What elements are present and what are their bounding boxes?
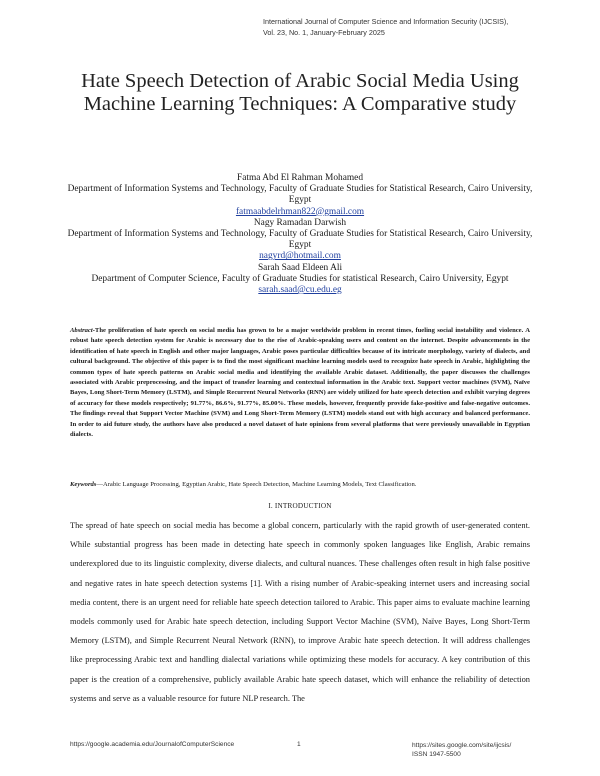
journal-name: International Journal of Computer Science and Information Security (IJCSIS), (263, 17, 509, 26)
keywords (70, 480, 530, 489)
introduction-paragraph: The spread of hate speech on social media has become a global concern, particularly with the rapid growth of user-generated content. While substantial progress has been made in detecting hate speech in commonly spoken languages like English, Arabic remains underexplored due to its linguistic complexity, diverse dialects, and cultural nuances. These challenges often result in high false positive and negative rates in hate speech detection systems [1]. With a rising number of Arabic-speaking internet users and increasing social media content, there is an urgent need for reliable hate speech detection tailored to Arabic. This paper aims to evaluate machine learning models commonly used for Arabic hate speech detection, including Support Vector Machine (SVM), Naïve Bayes, Long Short-Term Memory (LSTM), and Simple Recurrent Neural Network (RNN), to improve Arabic hate speech detection. It will address challenges like preprocessing Arabic text and handling dialectal variations while optimizing these models for accuracy. A key contribution of this paper is the creation of a comprehensive, publicly available Arabic hate speech dataset, which will enhance the reliability of detection systems and serve as a valuable resource for future NLP research. The (70, 521, 530, 703)
abstract-text: The proliferation of hate speech on social media has grown to be a major worldwide problem in recent times, fueling social instability and violence. A robust hate speech detection system for Arabic is necessary due to the rise of Arabic-speaking users and content on the internet. Despite advancements in the identification of hate speech in English and other major languages, Arabic poses particular difficulties because of its intricate morphology, variety of dialects, and cultural background. The objective of this paper is to find the most significant machine learning models used to recognize hate speech in Arabic, highlighting the common types of hate speech patterns on Arabic social media and identifying the available Arabic dataset. Additionally, the paper discusses the challenges associated with Arabic preprocessing, and the impact of transfer learning and contextual information in the Arabic text. Support vector machines (SVM), Naïve Bayes, Long Short-Term Memory (LSTM), and Simple Recurrent Neural Networks (RNN) are widely utilized for hate speech detection and exhibit varying degrees of accuracy for these models respectively; 91.77%, 86.6%, 91.77%, 85.00%. These models, however, frequently provide fake-positive and false-negative outcomes. The findings reveal that Support Vector Machine (SVM) and Long Short-Term Memory (LSTM) models stand out with high accuracy and balanced performance. In order to aid future study, the authors have also produced a novel dataset of hate opinions from several platforms that were previously unavailable in Egyptian dialects. (70, 327, 530, 439)
author-email-link[interactable]: fatmaabdelrhman822@gmail.com (235, 206, 365, 217)
author-block (60, 173, 540, 296)
author-affiliation: Department of Computer Science, Faculty of Graduate Studies for statistical Research, Cairo University, Egypt (91, 273, 509, 284)
paper-title: Hate Speech Detection of Arabic Social Media Using Machine Learning Techniques: A Comparative study (81, 70, 519, 115)
author-name: Fatma Abd El Rahman Mohamed (236, 173, 364, 183)
abstract (70, 326, 530, 440)
author-email-link[interactable]: sarah.saad@cu.edu.eg (258, 285, 342, 296)
page-number: 1 (297, 741, 301, 748)
author-affiliation: Department of Information Systems and Technology, Faculty of Graduate Studies for Statistical Research, Cairo University, Egypt (67, 229, 533, 251)
keywords-text: —Arabic Language Processing, Egyptian Arabic, Hate Speech Detection, Machine Learning Models, Text Classification. (96, 481, 417, 488)
author-name: Nagy Ramadan Darwish (253, 217, 347, 228)
footer-site-link[interactable]: https://sites.google.com/site/ijcsis/ (412, 742, 512, 749)
author-name: Sarah Saad Eldeen Ali (257, 262, 343, 273)
author-email-link[interactable]: nagyrd@hotmail.com (259, 251, 341, 262)
footer-site (412, 741, 542, 759)
journal-volume: Vol. 23, No. 1, January-February 2025 (263, 28, 385, 37)
journal-header (263, 16, 583, 38)
abstract-label: Abstract- (70, 327, 95, 334)
footer-issn: ISSN 1947-5500 (412, 751, 461, 758)
author-affiliation: Department of Information Systems and Technology, Faculty of Graduate Studies for Statistical Research, Cairo University, Egypt (67, 184, 533, 206)
footer-journal-link[interactable]: https://google.academia.edu/JournalofComputerScience (70, 741, 235, 748)
keywords-label: Keywords (70, 481, 97, 488)
section-heading: I. INTRODUCTION (268, 502, 332, 510)
